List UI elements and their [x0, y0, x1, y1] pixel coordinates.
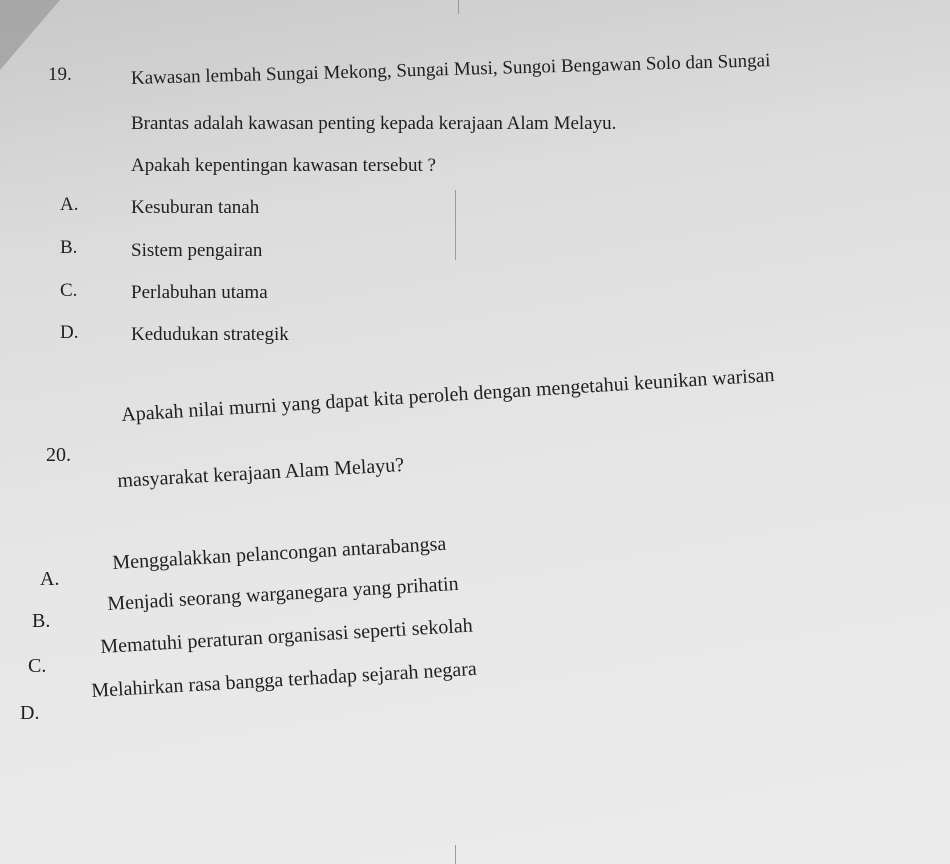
question-stem-line: Brantas adalah kawasan penting kepada kerajaan Alam Melayu.: [131, 113, 617, 134]
option-letter: B.: [60, 237, 78, 258]
question-stem-line: Apakah nilai murni yang dapat kita peroleh dengan mengetahui keunikan warisan: [120, 364, 776, 426]
paper-fold-mark: [455, 190, 456, 260]
option-text: Kedudukan strategik: [131, 324, 289, 345]
option-letter: C.: [28, 655, 47, 677]
question-number: 19.: [48, 64, 72, 85]
option-text: Perlabuhan utama: [131, 282, 268, 303]
option-letter: D.: [60, 322, 79, 343]
question-stem-line: masyarakat kerajaan Alam Melayu?: [116, 454, 405, 492]
option-text: Mematuhi peraturan organisasi seperti sekolah: [99, 614, 474, 658]
question-number: 20.: [46, 444, 71, 466]
paper-fold-mark: [455, 845, 456, 864]
option-text: Melahirkan rasa bangga terhadap sejarah negara: [90, 657, 478, 702]
option-letter: A.: [40, 568, 60, 590]
option-letter: C.: [60, 280, 78, 301]
option-text: Menjadi seorang warganegara yang prihatin: [106, 572, 460, 615]
question-stem-line: Apakah kepentingan kawasan tersebut ?: [131, 155, 436, 176]
question-stem-line: Kawasan lembah Sungai Mekong, Sungai Musi, Sungoi Bengawan Solo dan Sungai: [130, 50, 771, 89]
option-text: Menggalakkan pelancongan antarabangsa: [111, 532, 447, 574]
paper-fold-mark: [458, 0, 459, 14]
option-letter: A.: [60, 194, 79, 215]
option-letter: D.: [20, 702, 40, 724]
option-letter: B.: [32, 610, 51, 632]
option-text: Sistem pengairan: [131, 240, 263, 261]
option-text: Kesuburan tanah: [131, 197, 260, 218]
